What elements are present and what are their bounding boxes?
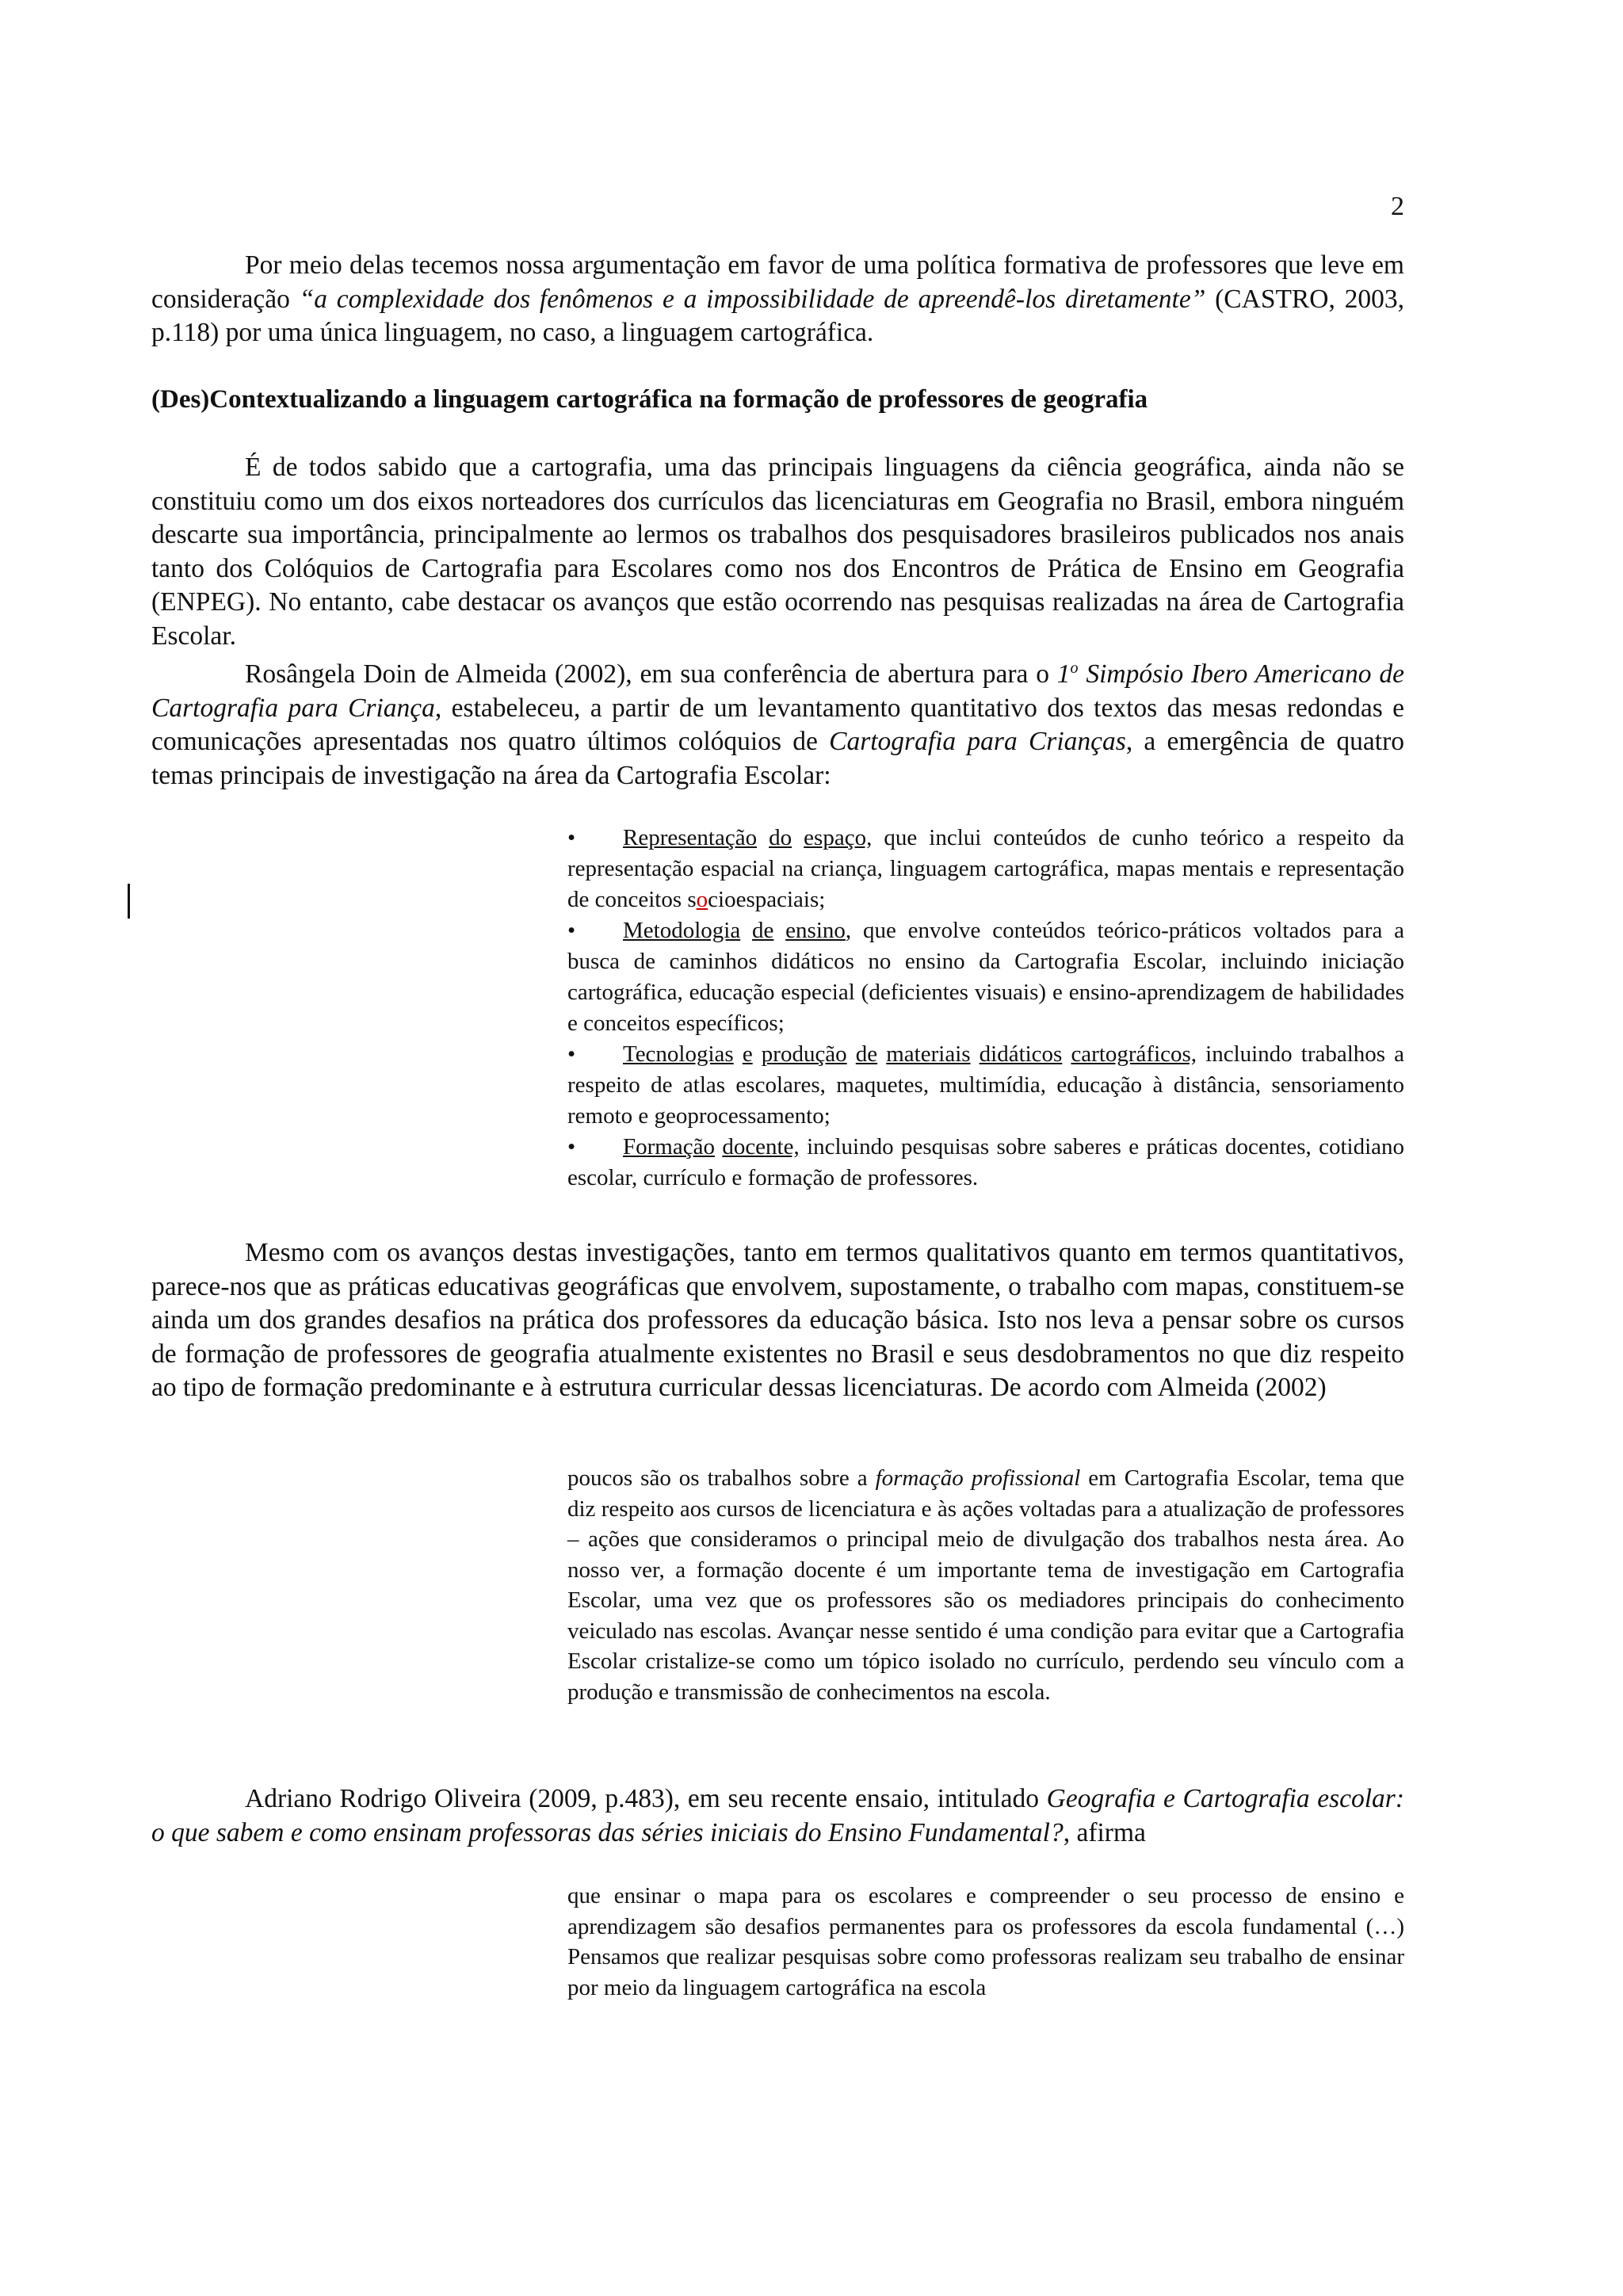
intro-quote: “a complexidade dos fenômenos e a impossibilidade de apreendê-los diretamente”: [299, 284, 1206, 314]
intro-paragraph: [151, 249, 1404, 350]
b1-underlined-2: do: [769, 825, 792, 850]
b1-underlined-1: Representação: [623, 825, 758, 850]
p2-text-2: , estabeleceu, a partir de um levantamento quantitativo dos textos das mesas redondas e comunicações apresentadas nos quatro últimos colóquios de: [151, 693, 1404, 757]
intro-text-1: Por meio delas tecemos nossa argumentação em favor de uma política formativa de professores que leve em consideração: [151, 250, 1404, 314]
b3-underlined-1: Tecnologias: [623, 1041, 734, 1067]
bullet-list: [567, 823, 1404, 1194]
b3-underlined-6: didáticos: [979, 1041, 1063, 1067]
b4-text: incluindo pesquisas sobre saberes e práticas docentes, cotidiano escolar, currículo e formação de professores.: [567, 1134, 1404, 1190]
p4-italic: Geografia e Cartografia escolar: o que sabem e como ensinam professoras das séries iniciais do Ensino Fundamental?: [151, 1784, 1404, 1847]
b2-underlined-3: ensino: [785, 918, 846, 943]
b3-underlined-2: e: [742, 1041, 753, 1067]
text-cursor: [128, 884, 130, 919]
p2-text-3: , a emergência de quatro temas principais de investigação na área da Cartografia Escolar:: [151, 727, 1404, 790]
section-heading: (Des)Contextualizando a linguagem cartográfica na formação de professores de geografia: [151, 385, 1148, 414]
b1-text-a: que inclui conteúdos de cunho teórico a respeito da representação espacial na criança, linguagem cartográfica, mapas mentais e representação de conceitos s: [567, 825, 1405, 912]
p2-italic-3: Cartografia para Crianças: [829, 727, 1126, 757]
bullet-icon: •: [567, 918, 576, 943]
b4-underlined-2: docente,: [722, 1134, 800, 1159]
q1-italic: formação profissional: [875, 1465, 1081, 1491]
p2-italic-2: Simpósio Ibero Americano de Cartografia para Criança: [151, 659, 1404, 723]
intro-text-2: (CASTRO, 2003, p.118) por uma única linguagem, no caso, a linguagem cartográfica.: [151, 284, 1404, 347]
bullet-icon: •: [567, 825, 576, 850]
b1-underlined-3: espaço,: [804, 825, 873, 850]
b3-text: incluindo trabalhos a respeito de atlas escolares, maquetes, multimídia, educação à distância, sensoriamento remoto e geoprocessamento;: [567, 1041, 1405, 1129]
p4-text-2: , afirma: [1063, 1817, 1146, 1847]
q1-text-2: em Cartografia Escolar, tema que diz respeito aos cursos de licenciatura e às ações voltadas para a atualização de professores – ações que consideramos o principal meio de divulgação dos trabalhos nesta área. Ao nosso ver, a formação docente é um importante tema de investigação em Cartografia Escolar, uma vez que os professores são os mediadores principais do conhecimento veiculado nas escolas. Avançar nesse sentido é uma condição para evitar que a Cartografia Escolar cristalize-se como um tópico isolado no currículo, perdendo seu vínculo com a produção e transmissão de conhecimentos na escola.: [567, 1465, 1405, 1705]
paragraph-3: Mesmo com os avanços destas investigações, tanto em termos qualitativos quanto em termos quantitativos, parece-nos que as práticas educativas geográficas que envolvem, supostamente, o trabalho com mapas, constituem-se ainda um dos grandes desafios na prática dos professores da educação básica. Isto nos leva a pensar sobre os cursos de formação de professores de geografia atualmente existentes no Brasil e seus desdobramentos no que diz respeito ao tipo de formação predominante e à estrutura curricular dessas licenciaturas. De acordo com Almeida (2002): [151, 1238, 1404, 1402]
b1-text-b: cioespaciais;: [708, 887, 826, 912]
p4-text-1: Adriano Rodrigo Oliveira (2009, p.483), em seu recente ensaio, intitulado: [245, 1784, 1047, 1813]
block-quote-1: [567, 1463, 1404, 1707]
b2-underlined-2: de: [752, 918, 774, 943]
p2-text-1: Rosângela Doin de Almeida (2002), em sua conferência de abertura para o: [245, 659, 1057, 690]
list-item: [567, 823, 1404, 915]
b3-underlined-4: de: [855, 1041, 878, 1067]
page-number: 2: [1391, 192, 1404, 221]
b2-underlined-1: Metodologia: [623, 918, 741, 943]
b3-underlined-3: produção: [761, 1041, 847, 1067]
q1-text-1: poucos são os trabalhos sobre a: [567, 1465, 876, 1491]
list-item: [567, 1039, 1404, 1132]
list-item: [567, 915, 1404, 1039]
b2-text: , que envolve conteúdos teórico-práticos voltados para a busca de caminhos didáticos no ensino da Cartografia Escolar, incluindo iniciação cartográfica, educação especial (deficientes visuais) e ensino-aprendizagem de habilidades e conceitos específicos;: [567, 918, 1404, 1036]
p2-superscript: o: [1070, 659, 1079, 677]
paragraph-1: É de todos sabido que a cartografia, uma das principais linguagens da ciência geográfica, ainda não se constituiu como um dos eixos norteadores dos currículos das licenciaturas em Geografia no Brasil, embora ninguém descarte sua importância, principalmente ao lermos os trabalhos dos pesquisadores brasileiros publicados nos anais tanto dos Colóquios de Cartografia para Escolares como nos dos Encontros de Prática de Ensino em Geografia (ENPEG). No entanto, cabe destacar os avanços que estão ocorrendo nas pesquisas realizadas na área de Cartografia Escolar.: [151, 453, 1404, 651]
bullet-icon: •: [567, 1041, 576, 1067]
b1-spellcheck-mark: o: [696, 887, 708, 912]
p2-italic-1: 1: [1056, 659, 1071, 690]
b3-underlined-5: materiais: [886, 1041, 971, 1067]
bullet-icon: •: [567, 1134, 576, 1159]
b3-underlined-7: cartográficos,: [1071, 1041, 1197, 1067]
block-quote-2: que ensinar o mapa para os escolares e compreender o seu processo de ensino e aprendizagem são desafios permanentes para os professores da escola fundamental (…) Pensamos que realizar pesquisas sobre como professoras realizam seu trabalho de ensinar por meio da linguagem cartográfica na escola: [567, 1883, 1404, 2000]
list-item: [567, 1132, 1404, 1194]
b4-underlined-1: Formação: [623, 1134, 715, 1159]
paragraph-4: [151, 1782, 1404, 1850]
paragraph-2: [151, 651, 1404, 793]
